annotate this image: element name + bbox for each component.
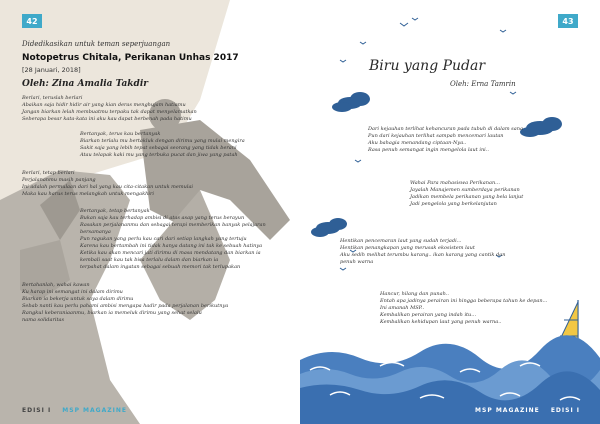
- poem-line: Abaikan saja hidir hidir air yang kian deras menghujam hatiamu: [22, 102, 186, 108]
- poem-line: Pun ragukan yang perlu kau cari dari setiap langkah yang tertuju: [80, 236, 247, 242]
- poem-line: Berlari, teruslah berlari: [22, 95, 83, 101]
- cloud-icon: [311, 218, 347, 237]
- stanza-1: [368, 126, 523, 154]
- poem-line: Rasa penuh semangat ingin mengelola laut ini..: [368, 147, 489, 153]
- stanza-4: [380, 291, 547, 326]
- poem-line: nama solidaritas: [22, 317, 65, 323]
- magazine-label: MSP MAGAZINE: [62, 407, 127, 414]
- poem-title: Notopetrus Chitala, Perikanan Unhas 2017: [22, 53, 239, 63]
- footer: [22, 407, 127, 414]
- poem-line: Ini amanah MSP..: [380, 305, 425, 311]
- page-number: 43: [558, 14, 578, 28]
- poem-line: Hancur, hilang dan punah..: [380, 291, 450, 297]
- poem-line: Sakit saja yang lebih tepat sebagai seorang yang tidak berani: [80, 145, 237, 151]
- poem-line: Karena kau bertambah ini tidak hanya datang ini tak ke sebuah hatinya: [80, 243, 263, 249]
- poem-line: Berlari, tetap berlari: [22, 170, 75, 176]
- poem-line: Biarkan terlalu mu bertakluk dengan dirimu yang mulai mengira: [80, 138, 245, 144]
- poem-line: Ini adalah permulaan dari hal yang kau cita-citakan untuk memulai: [22, 184, 194, 190]
- poem-line: Perjalananmu masih panjang: [22, 177, 96, 183]
- poem-line: Maka kau harus terus melangkah untuk mengakhiri: [22, 191, 154, 197]
- poem-line: Hentikan pencemaran laut yang sudah terjadi...: [340, 238, 462, 244]
- poem-line: Aku bahagia menandang ciptaan-Nya..: [368, 140, 467, 146]
- magazine-label: MSP MAGAZINE: [475, 407, 540, 414]
- poem-line: Dari kejauhan terlihat kehancuran pada tubuh di dalam sana: [368, 126, 523, 132]
- poem-line: Sebab nanti kau perlu pahami ambisi mengapa hadir pada perjalanan berikutnya: [22, 303, 229, 309]
- poem-line: penuh warna: [340, 259, 374, 265]
- poem-line: Biarkan ia bekerja untuk saya dalam dirimu: [22, 296, 134, 302]
- poem-line: Ketika kau akan mencari jati dirimu di masa mendatang dan biarkan ia: [80, 250, 261, 256]
- cloud-icon: [332, 92, 370, 112]
- edition-label: EDISI I: [550, 407, 580, 414]
- poem-line: Entah apa jadinya perairan ini hingga beberapa tahun ke depan...: [380, 298, 548, 304]
- poem-line: Kembalikan kehidupan laut yang penuh warna..: [380, 319, 502, 325]
- poem-line: Kembalikan perairan yang indah itu...: [380, 312, 477, 318]
- poem-line: Bertahanlah, wahai kawan: [22, 282, 90, 288]
- poem-line: Aku sedih melihat terumbu karang.. ikan karang yang cantik dan: [340, 252, 506, 258]
- poem-line: Jadi pengelola yang berkelanjutan: [410, 201, 497, 207]
- stanza-5: [22, 282, 228, 324]
- poem-line: Rangkul keberaniaanmu, biarkan ia memeluk dirimu yang sehat selalu: [22, 310, 202, 316]
- poem-line: terpahat dalam ingatan sebagai sebuah memori tak terlupakan: [80, 264, 241, 270]
- poem-line: Seberapa besar kata-kata ini aku kau dapat berbenah pada hatimu: [22, 116, 192, 122]
- edition-label: EDISI I: [22, 407, 52, 414]
- poem-line: Jadikan membela perikanan yang bela lanjut: [410, 194, 524, 200]
- dedication: Didedikasikan untuk teman seperjuangan: [22, 40, 171, 48]
- stanza-4: [80, 208, 266, 271]
- poem-line: Hentikan penangkapan yang merusak ekosistem laut: [340, 245, 475, 251]
- page-number: 42: [22, 14, 42, 28]
- stanza-1: [22, 95, 197, 123]
- stanza-2: [410, 180, 523, 208]
- poem-line: Wahai Para mahasiswa Perikanan...: [410, 180, 500, 186]
- poem-author: Oleh: Erna Tamrin: [450, 80, 516, 88]
- poem-line: Jayalah Manajemen sumberdaya perikanan: [410, 187, 520, 193]
- poem-date: [28 Januari, 2018]: [22, 66, 81, 74]
- stanza-3: [340, 238, 505, 266]
- poem-line: Jangan biarkan lelah membuatmu terpaku tak dapat menyelamatkan: [22, 109, 197, 115]
- poem-line: Ku harap ini semangat ini dalam dirimu: [22, 289, 123, 295]
- poem-title: Biru yang Pudar: [369, 58, 486, 74]
- poem-line: Bertanyak, terus kau bertanyak: [80, 131, 161, 137]
- poem-line: Atau telapak kaki mu yang terbuka pucat dan jiwa yang patah: [80, 152, 238, 158]
- stanza-3: [22, 170, 193, 198]
- stanza-2: [80, 131, 245, 159]
- poem-line: Pun dari kejauhan terlihat sampah mencemari lautan: [368, 133, 504, 139]
- poem-line: Bukan saja kau terhadap ambisi di atas asap yang terus berayun: [80, 215, 245, 221]
- poem-author: Oleh: Zina Amalia Takdir: [22, 79, 148, 89]
- poem-line: bersamanya: [80, 229, 111, 235]
- right-page: [300, 0, 600, 424]
- poem-line: Rasakan perjalananmu dan sebagai terapi memberikan banyak pelajaran: [80, 222, 266, 228]
- poem-line: Bertanyak, tetap bertanyak: [80, 208, 150, 214]
- cloud-icon: [520, 117, 562, 137]
- poem-line: kembali saat kau tak bisa terlalu dalam dan biarkan ia: [80, 257, 219, 263]
- footer: [475, 407, 580, 414]
